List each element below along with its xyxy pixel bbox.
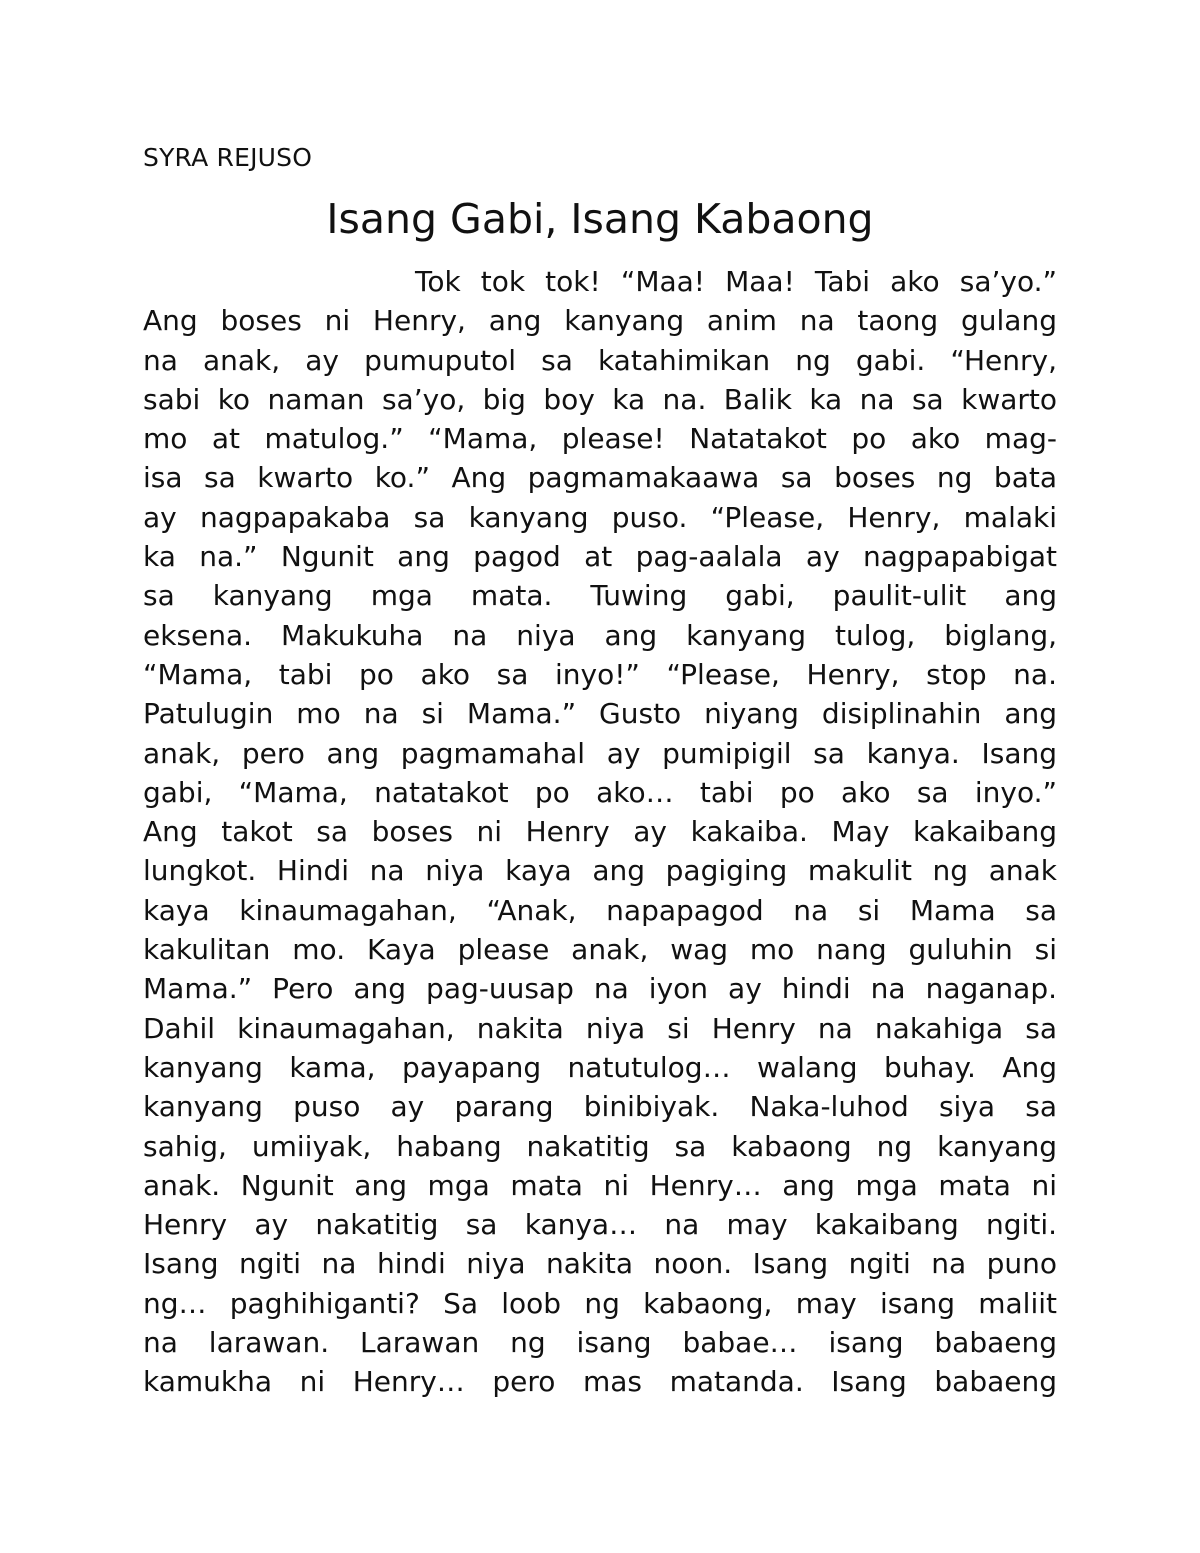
body-line: anak, pero ang pagmamahal ay pumipigil sa kanya. Isang bbox=[143, 736, 1057, 770]
story-body bbox=[143, 262, 1057, 1402]
body-line: Tok tok tok! “Maa! Maa! Tabi ako sa’yo.” bbox=[415, 265, 1057, 298]
body-line: Isang ngiti na hindi niya nakita noon. Isang ngiti na puno bbox=[143, 1247, 1057, 1281]
body-line: sa kanyang mga mata. Tuwing gabi, paulit-ulit ang bbox=[143, 579, 1057, 613]
body-line: Dahil kinaumagahan, nakita niya si Henry na nakahiga sa bbox=[143, 1011, 1057, 1045]
body-line: kakulitan mo. Kaya please anak, wag mo nang guluhin si bbox=[143, 933, 1057, 967]
body-line: ng… paghihiganti? Sa loob ng kabaong, may isang maliit bbox=[143, 1286, 1057, 1320]
body-line: kanyang puso ay parang binibiyak. Naka-luhod siya sa bbox=[143, 1090, 1057, 1124]
body-line: “Mama, tabi po ako sa inyo!” “Please, Henry, stop na. bbox=[143, 657, 1057, 691]
body-line: Ang boses ni Henry, ang kanyang anim na taong gulang bbox=[143, 304, 1057, 338]
body-line: ay nagpapakaba sa kanyang puso. “Please, Henry, malaki bbox=[143, 500, 1057, 534]
author-name: SYRA REJUSO bbox=[143, 143, 313, 172]
body-line: kaya kinaumagahan, “Anak, napapagod na si Mama sa bbox=[143, 893, 1057, 927]
body-line: kanyang kama, payapang natutulog… walang buhay. Ang bbox=[143, 1050, 1057, 1084]
story-title: Isang Gabi, Isang Kabaong bbox=[326, 195, 874, 243]
body-line: na anak, ay pumuputol sa katahimikan ng gabi. “Henry, bbox=[143, 343, 1057, 377]
body-line: Patulugin mo na si Mama.” Gusto niyang disiplinahin ang bbox=[143, 697, 1057, 731]
body-line: na larawan. Larawan ng isang babae… isang babaeng bbox=[143, 1326, 1057, 1360]
body-line: sabi ko naman sa’yo, big boy ka na. Balik ka na sa kwarto bbox=[143, 382, 1057, 416]
body-line: lungkot. Hindi na niya kaya ang pagiging makulit ng anak bbox=[143, 854, 1057, 888]
body-line: anak. Ngunit ang mga mata ni Henry… ang mga mata ni bbox=[143, 1168, 1057, 1202]
body-line: mo at matulog.” “Mama, please! Natatakot po ako mag- bbox=[143, 422, 1057, 456]
body-line: eksena. Makukuha na niya ang kanyang tulog, biglang, bbox=[143, 618, 1057, 652]
body-line: ka na.” Ngunit ang pagod at pag-aalala ay nagpapabigat bbox=[143, 540, 1057, 574]
body-line: Ang takot sa boses ni Henry ay kakaiba. May kakaibang bbox=[143, 815, 1057, 849]
body-line: kamukha ni Henry… pero mas matanda. Isang babaeng bbox=[143, 1365, 1057, 1399]
body-line: Mama.” Pero ang pag-uusap na iyon ay hindi na naganap. bbox=[143, 972, 1057, 1006]
body-line: isa sa kwarto ko.” Ang pagmamakaawa sa boses ng bata bbox=[143, 461, 1057, 495]
body-line: sahig, umiiyak, habang nakatitig sa kabaong ng kanyang bbox=[143, 1129, 1057, 1163]
body-line: Henry ay nakatitig sa kanya… na may kakaibang ngiti. bbox=[143, 1208, 1057, 1242]
body-line: gabi, “Mama, natatakot po ako… tabi po ako sa inyo.” bbox=[143, 775, 1057, 809]
